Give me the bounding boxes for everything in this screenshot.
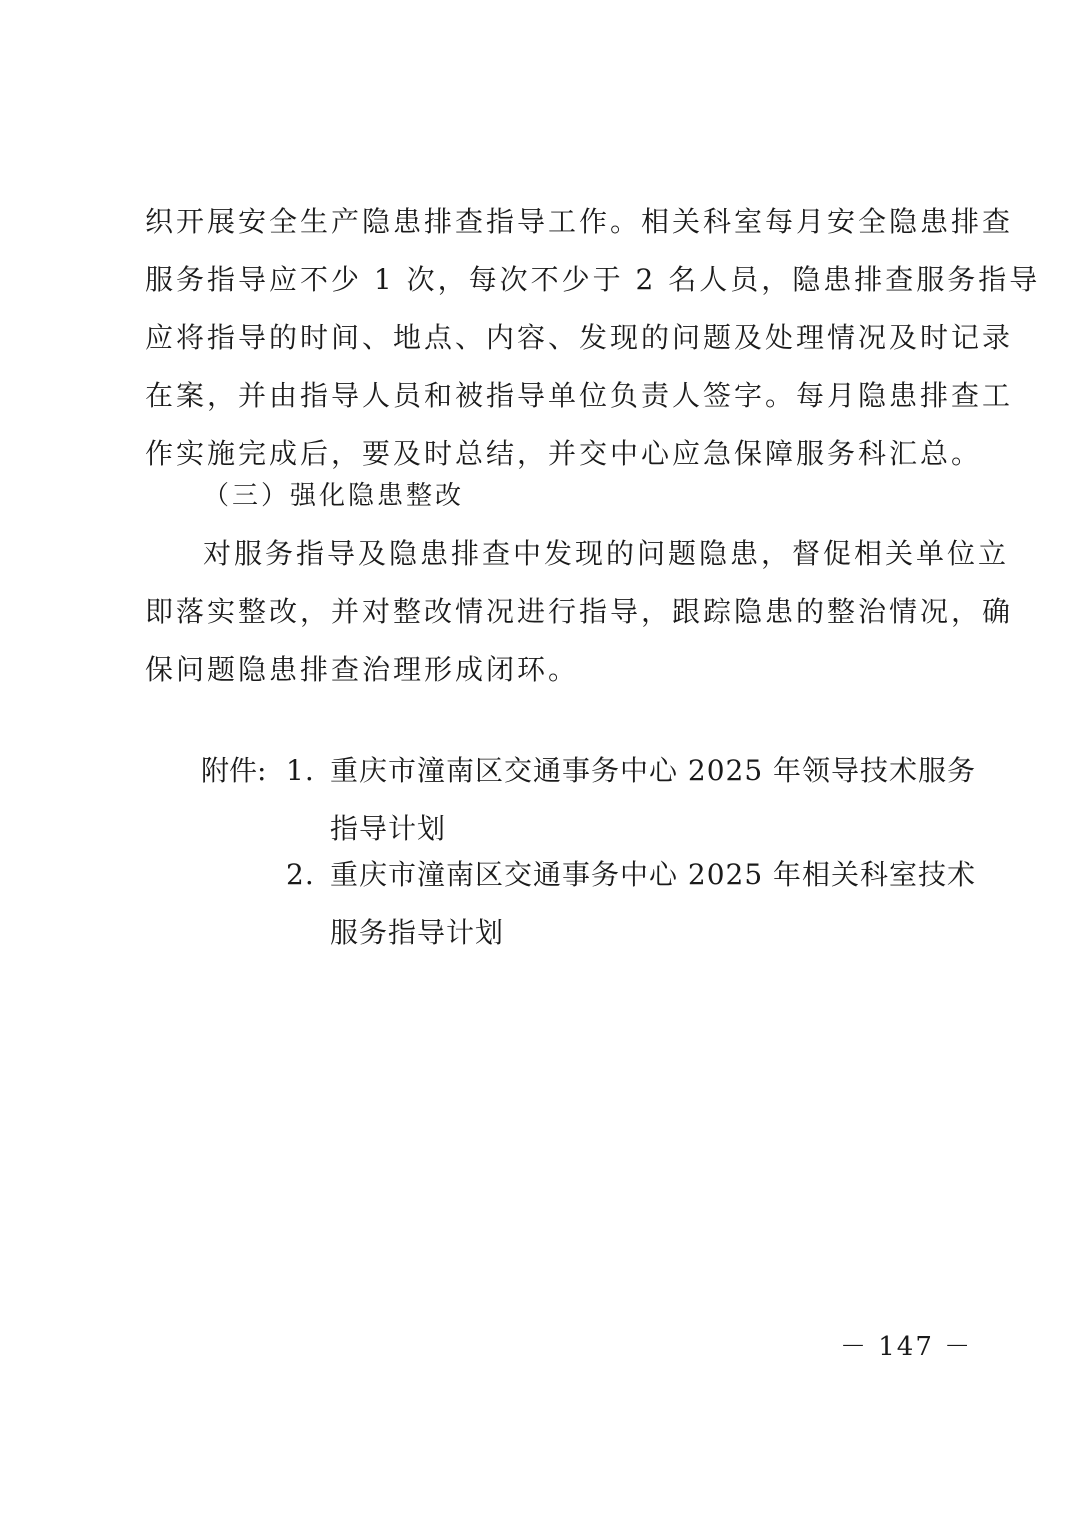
attachment-item-2 <box>286 846 977 962</box>
paragraph-line: 即落实整改，并对整改情况进行指导，跟踪隐患的整治情况，确 <box>145 595 1014 628</box>
paragraph-line: 对服务指导及隐患排查中发现的问题隐患，督促相关单位立 <box>203 537 1010 570</box>
paragraph-2 <box>145 525 1014 699</box>
attachment-number: 2. <box>286 858 315 891</box>
paragraph-1 <box>145 193 1041 483</box>
page-number: － 147 － <box>840 1332 973 1362</box>
paragraph-line: 应将指导的时间、地点、内容、发现的问题及处理情况及时记录 <box>145 321 1014 354</box>
attachment-title-line: 重庆市潼南区交通事务中心 2025 年领导技术服务 <box>330 754 977 787</box>
paragraph-line: 织开展安全生产隐患排查指导工作。相关科室每月安全隐患排查 <box>145 205 1014 238</box>
attachments-label: 附件: <box>201 754 267 787</box>
paragraph-line: 作实施完成后，要及时总结，并交中心应急保障服务科汇总。 <box>145 437 983 470</box>
attachment-title-line: 服务指导计划 <box>330 916 505 949</box>
attachment-title-line: 指导计划 <box>330 812 447 845</box>
attachment-number: 1. <box>286 754 315 787</box>
paragraph-line: 在案，并由指导人员和被指导单位负责人签字。每月隐患排查工 <box>145 379 1014 412</box>
paragraph-line: 服务指导应不少 1 次，每次不少于 2 名人员，隐患排查服务指导 <box>145 263 1041 296</box>
attachment-title-line: 重庆市潼南区交通事务中心 2025 年相关科室技术 <box>330 858 977 891</box>
attachment-item-1 <box>286 742 977 858</box>
paragraph-line: 保问题隐患排查治理形成闭环。 <box>145 653 580 686</box>
section-heading-3: （三）强化隐患整改 <box>203 481 465 511</box>
